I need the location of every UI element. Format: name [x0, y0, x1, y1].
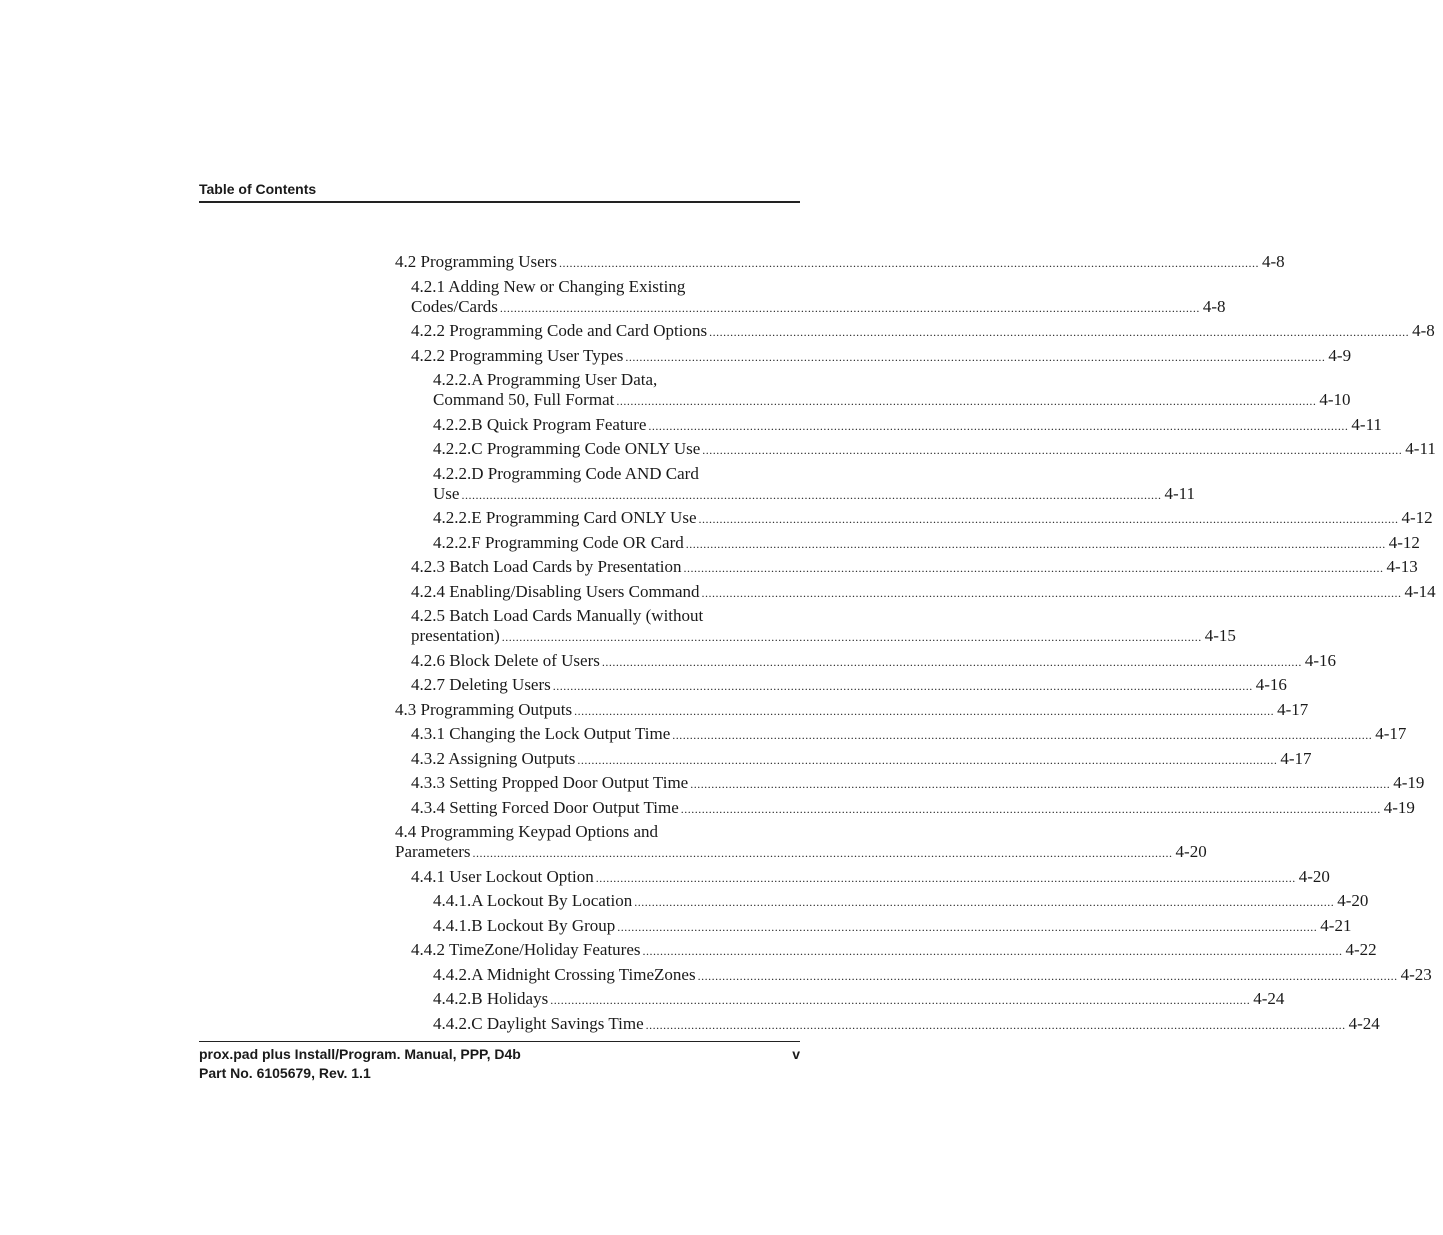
toc-entry-title: 4.2.2 Programming Code and Card Options	[411, 321, 708, 340]
toc-dot-leader: ........................................................................................................................................................................................................	[558, 256, 1259, 270]
toc-entry-title: Parameters	[395, 842, 471, 861]
toc-entry[interactable]	[395, 532, 1420, 554]
toc-dot-leader: ........................................................................................................................................................................................................	[642, 944, 1343, 958]
toc-entry[interactable]	[395, 439, 1436, 460]
toc-entry[interactable]	[395, 797, 1415, 819]
toc-page-number: 4-13	[1386, 557, 1418, 576]
toc-dot-leader: ........................................................................................................................................................................................................	[697, 968, 1398, 983]
toc-entry[interactable]	[395, 699, 1309, 721]
toc-page-number: 4-9	[1328, 345, 1352, 365]
toc-entry-title: 4.3.4 Setting Forced Door Output Time	[411, 797, 679, 817]
toc-page-number: 4-11	[1351, 414, 1382, 434]
toc-entry[interactable]	[395, 321, 1435, 342]
toc-dot-leader: ........................................................................................................................................................................................................	[648, 418, 1349, 433]
toc-entry-title: 4.3.3 Setting Propped Door Output Time	[411, 773, 689, 792]
toc-page-number: 4-10	[1319, 390, 1351, 409]
toc-page-number: 4-12	[1388, 532, 1420, 552]
table-of-contents	[395, 252, 1436, 1038]
toc-page-number: 4-24	[1348, 1013, 1380, 1033]
toc-entry[interactable]	[395, 989, 1285, 1010]
toc-page-number: 4-16	[1255, 675, 1287, 694]
toc-page-number: 4-15	[1204, 626, 1236, 645]
toc-entry-title: 4.3.2 Assigning Outputs	[411, 748, 576, 768]
toc-dot-leader: ........................................................................................................................................................................................................	[709, 325, 1410, 339]
toc-dot-leader: ........................................................................................................................................................................................................	[617, 919, 1318, 934]
toc-entry[interactable]	[395, 773, 1425, 794]
toc-entry-title: 4.2.2.C Programming Code ONLY Use	[433, 439, 701, 458]
toc-entry-title: 4.4.2 TimeZone/Holiday Features	[411, 940, 641, 959]
toc-dot-leader: ........................................................................................................................................................................................................	[550, 993, 1251, 1007]
toc-dot-leader: ........................................................................................................................................................................................................	[680, 801, 1381, 816]
toc-entry-title-line: 4.2.2.A Programming User Data,	[433, 370, 658, 389]
toc-entry[interactable]	[395, 964, 1432, 986]
toc-page-number: 4-23	[1400, 964, 1432, 984]
toc-page-number: 4-19	[1383, 797, 1415, 817]
toc-entry[interactable]	[395, 822, 1207, 863]
toc-dot-leader: ........................................................................................................................................................................................................	[698, 512, 1399, 526]
toc-page-number: 4-17	[1280, 748, 1312, 768]
toc-entry[interactable]	[395, 866, 1330, 888]
toc-page-number: 4-8	[1261, 252, 1285, 271]
toc-entry[interactable]	[395, 252, 1285, 273]
toc-page-number: 4-8	[1412, 321, 1435, 340]
toc-entry-title-line: 4.2.5 Batch Load Cards Manually (without	[411, 606, 704, 625]
toc-entry[interactable]	[395, 370, 1351, 411]
toc-page-number: 4-20	[1175, 842, 1207, 861]
toc-dot-leader: ........................................................................................................................................................................................................	[501, 630, 1202, 644]
toc-page-number: 4-17	[1277, 699, 1309, 719]
toc-page-number: 4-20	[1298, 866, 1330, 886]
toc-dot-leader: ........................................................................................................................................................................................................	[461, 487, 1162, 502]
toc-entry-title: presentation)	[411, 626, 500, 645]
footer-page-number: v	[792, 1046, 800, 1062]
toc-page-number: 4-22	[1345, 940, 1377, 959]
toc-page-number: 4-19	[1393, 773, 1425, 792]
toc-page-number: 4-8	[1202, 296, 1226, 316]
toc-entry-title: Codes/Cards	[411, 296, 498, 316]
page-footer	[199, 1045, 800, 1083]
toc-dot-leader: ........................................................................................................................................................................................................	[499, 300, 1200, 315]
toc-entry-title: 4.4.1 User Lockout Option	[411, 866, 594, 886]
toc-entry[interactable]	[395, 345, 1352, 367]
toc-entry[interactable]	[395, 940, 1377, 961]
toc-entry[interactable]	[395, 748, 1312, 770]
toc-dot-leader: ........................................................................................................................................................................................................	[672, 728, 1373, 742]
toc-page-number: 4-16	[1304, 650, 1337, 670]
toc-entry-title: 4.4.2.C Daylight Savings Time	[433, 1013, 644, 1033]
toc-entry-title: 4.2 Programming Users	[395, 252, 557, 271]
toc-dot-leader: ........................................................................................................................................................................................................	[645, 1017, 1346, 1032]
toc-entry[interactable]	[395, 606, 1236, 647]
toc-entry-title-line: 4.4 Programming Keypad Options and	[395, 822, 658, 841]
toc-dot-leader: ........................................................................................................................................................................................................	[683, 561, 1384, 575]
toc-entry-title: 4.4.1.A Lockout By Location	[433, 891, 633, 910]
toc-entry-title: Use	[433, 483, 460, 503]
toc-entry-title: 4.2.2.B Quick Program Feature	[433, 414, 647, 434]
toc-dot-leader: ........................................................................................................................................................................................................	[616, 394, 1317, 408]
toc-entry[interactable]	[395, 915, 1352, 937]
toc-dot-leader: ........................................................................................................................................................................................................	[577, 752, 1278, 767]
toc-entry[interactable]	[395, 557, 1418, 578]
toc-entry-title: 4.3.1 Changing the Lock Output Time	[411, 724, 671, 743]
toc-page-number: 4-24	[1253, 989, 1285, 1008]
toc-entry[interactable]	[395, 581, 1436, 603]
toc-entry-title: 4.2.7 Deleting Users	[411, 675, 551, 694]
toc-page-number: 4-12	[1401, 508, 1433, 527]
toc-dot-leader: ........................................................................................................................................................................................................	[601, 654, 1302, 669]
toc-entry-title: 4.2.6 Block Delete of Users	[411, 650, 600, 670]
toc-entry-title: 4.4.2.A Midnight Crossing TimeZones	[433, 964, 696, 984]
toc-entry[interactable]	[395, 463, 1195, 505]
toc-page-number: 4-20	[1337, 891, 1369, 910]
toc-entry-title: 4.3 Programming Outputs	[395, 699, 573, 719]
toc-page-number: 4-21	[1320, 915, 1352, 935]
footer-part-number: Part No. 6105679, Rev. 1.1	[199, 1065, 371, 1081]
toc-entry-title: 4.2.2.F Programming Code OR Card	[433, 532, 684, 552]
toc-entry-title: 4.2.3 Batch Load Cards by Presentation	[411, 557, 682, 576]
toc-entry[interactable]	[395, 675, 1287, 696]
toc-entry-title: Command 50, Full Format	[433, 390, 615, 409]
toc-dot-leader: ........................................................................................................................................................................................................	[690, 777, 1391, 791]
toc-entry[interactable]	[395, 650, 1337, 672]
toc-page-number: 4-11	[1405, 439, 1436, 458]
toc-dot-leader: ........................................................................................................................................................................................................	[625, 349, 1326, 364]
footer-manual-title: prox.pad plus Install/Program. Manual, PPP, D4b	[199, 1046, 521, 1062]
toc-entry-title-line: 4.2.1 Adding New or Changing Existing	[411, 276, 686, 296]
toc-entry-title: 4.2.4 Enabling/Disabling Users Command	[411, 581, 700, 601]
footer-rule	[199, 1041, 800, 1042]
toc-dot-leader: ........................................................................................................................................................................................................	[685, 536, 1386, 551]
toc-dot-leader: ........................................................................................................................................................................................................	[552, 679, 1253, 693]
toc-dot-leader: ........................................................................................................................................................................................................	[574, 703, 1275, 718]
toc-entry-title: 4.4.2.B Holidays	[433, 989, 549, 1008]
toc-entry-title: 4.2.2 Programming User Types	[411, 345, 624, 365]
toc-entry-title: 4.4.1.B Lockout By Group	[433, 915, 616, 935]
toc-entry-title-line: 4.2.2.D Programming Code AND Card	[433, 463, 699, 483]
toc-entry[interactable]	[395, 891, 1369, 912]
toc-page-number: 4-17	[1375, 724, 1407, 743]
toc-entry[interactable]	[395, 276, 1226, 318]
toc-entry[interactable]	[395, 508, 1433, 529]
toc-dot-leader: ........................................................................................................................................................................................................	[472, 846, 1173, 860]
toc-dot-leader: ........................................................................................................................................................................................................	[634, 895, 1335, 909]
toc-entry[interactable]	[395, 724, 1407, 745]
toc-entry[interactable]	[395, 414, 1382, 436]
toc-entry-title: 4.2.2.E Programming Card ONLY Use	[433, 508, 697, 527]
toc-entry[interactable]	[395, 1013, 1380, 1035]
toc-page-number: 4-14	[1404, 581, 1436, 601]
toc-page-number: 4-11	[1164, 483, 1195, 503]
toc-dot-leader: ........................................................................................................................................................................................................	[701, 585, 1402, 600]
toc-dot-leader: ........................................................................................................................................................................................................	[702, 443, 1403, 457]
toc-dot-leader: ........................................................................................................................................................................................................	[595, 870, 1296, 885]
header-rule	[199, 201, 800, 203]
page-header-title: Table of Contents	[199, 181, 317, 197]
